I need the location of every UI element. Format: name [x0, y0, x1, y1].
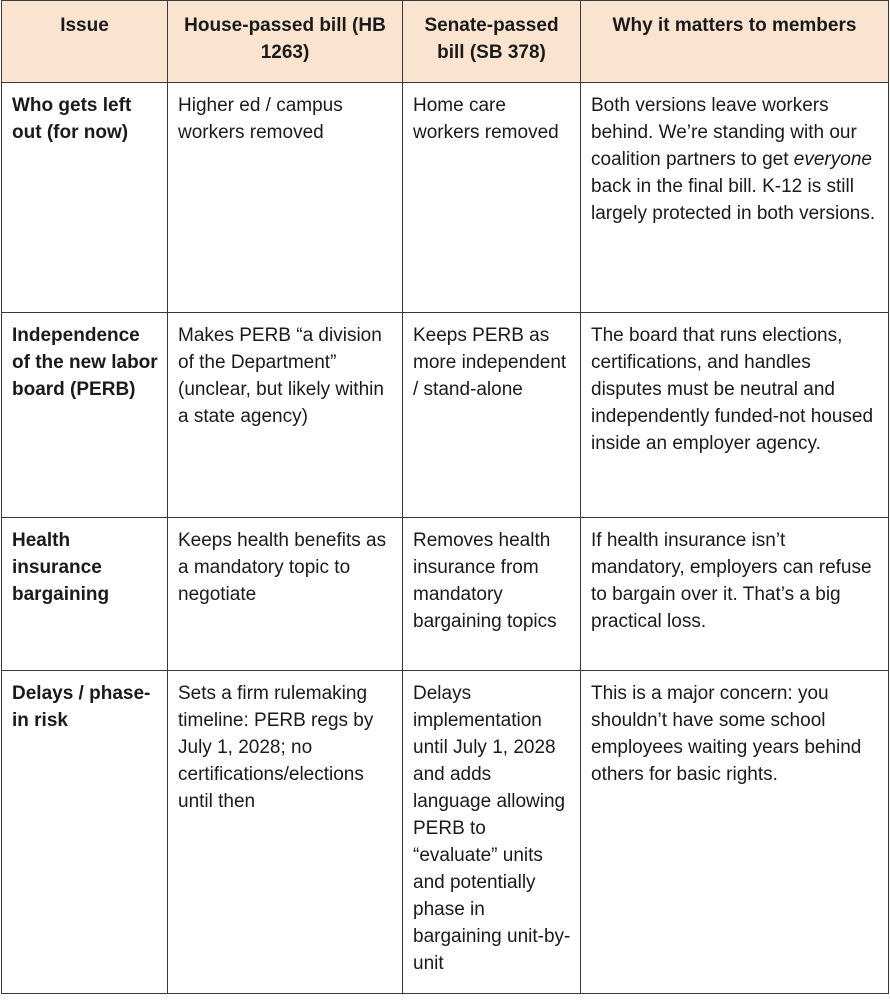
why-text-after: back in the final bill. K-12 is still largely protected in both versions.	[591, 176, 876, 224]
comparison-table	[1, 0, 889, 994]
header-row	[2, 1, 889, 83]
table-row	[2, 518, 889, 671]
table-body	[2, 83, 889, 994]
house-bill-cell: Higher ed / campus workers removed	[168, 83, 403, 313]
why-it-matters-cell: If health insurance isn’t mandatory, employers can refuse to bargain over it. That’s a big practical loss.	[581, 518, 889, 671]
house-bill-cell: Keeps health benefits as a mandatory topic to negotiate	[168, 518, 403, 671]
table-header	[2, 1, 889, 83]
table-row	[2, 671, 889, 994]
why-it-matters-cell	[581, 83, 889, 313]
issue-cell: Independence of the new labor board (PERB)	[2, 313, 168, 518]
why-text-before: Both versions leave workers behind. We’re standing with our coalition partners to get	[591, 95, 857, 170]
header-issue: Issue	[2, 1, 168, 83]
issue-cell: Delays / phase-in risk	[2, 671, 168, 994]
senate-bill-cell: Home care workers removed	[403, 83, 581, 313]
senate-bill-cell: Keeps PERB as more independent / stand-alone	[403, 313, 581, 518]
table-row	[2, 313, 889, 518]
house-bill-cell: Makes PERB “a division of the Department” (unclear, but likely within a state agency)	[168, 313, 403, 518]
why-it-matters-cell: The board that runs elections, certifications, and handles disputes must be neutral and independently funded-not housed inside an employer agency.	[581, 313, 889, 518]
why-text-emphasis: everyone	[793, 149, 872, 170]
table-row	[2, 83, 889, 313]
house-bill-cell: Sets a firm rulemaking timeline: PERB regs by July 1, 2028; no certifications/elections until then	[168, 671, 403, 994]
header-house-bill: House-passed bill (HB 1263)	[168, 1, 403, 83]
why-it-matters-cell: This is a major concern: you shouldn’t have some school employees waiting years behind others for basic rights.	[581, 671, 889, 994]
senate-bill-cell: Delays implementation until July 1, 2028 and adds language allowing PERB to “evaluate” units and potentially phase in bargaining unit-by-unit	[403, 671, 581, 994]
header-senate-bill: Senate-passed bill (SB 378)	[403, 1, 581, 83]
issue-cell: Who gets left out (for now)	[2, 83, 168, 313]
issue-cell: Health insurance bargaining	[2, 518, 168, 671]
senate-bill-cell: Removes health insurance from mandatory bargaining topics	[403, 518, 581, 671]
header-why-it-matters: Why it matters to members	[581, 1, 889, 83]
